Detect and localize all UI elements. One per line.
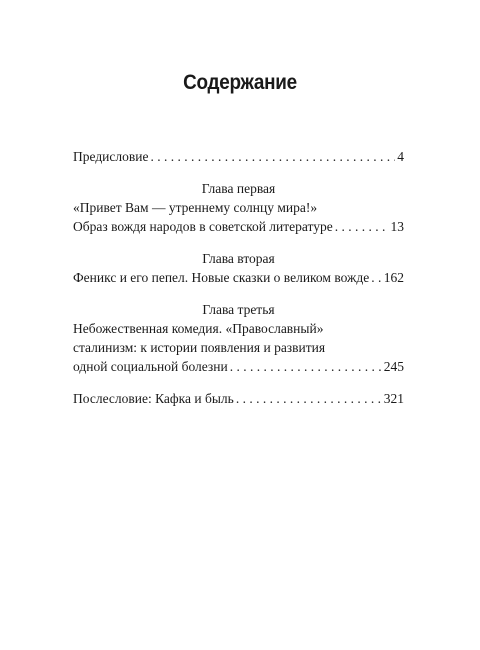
- toc-entry-title-line: сталинизм: к истории появления и развития: [73, 340, 326, 355]
- chapter-label: Глава третья: [202, 302, 275, 317]
- dot-leader: [335, 217, 389, 236]
- toc-entry-title: Феникс и его пепел. Новые сказки о великом вожде: [73, 270, 370, 285]
- toc-page-number: 321: [383, 391, 404, 406]
- chapter-label: Глава первая: [201, 181, 276, 196]
- page-title: Содержание: [183, 71, 297, 94]
- toc-entry-title: Послесловие: Кафка и быль: [73, 391, 234, 406]
- dot-leader: [371, 268, 382, 287]
- toc-page-number: 4: [397, 149, 404, 164]
- dot-leader: [236, 389, 382, 408]
- toc-page-number: 13: [390, 219, 404, 234]
- toc-entry-title: Предисловие: [73, 149, 149, 164]
- toc-page-number: 162: [383, 270, 404, 285]
- toc-entry-afterword[interactable]: [73, 389, 404, 408]
- toc-entry-chapter-3[interactable]: [73, 300, 404, 376]
- toc-page-number: 245: [383, 359, 404, 374]
- toc-entry-title: одной социальной болезни: [73, 359, 228, 374]
- toc-entry-line: [73, 147, 404, 166]
- toc-entry-chapter-1[interactable]: [73, 179, 404, 236]
- toc-entry-title-line: Небожественная комедия. «Православный»: [73, 321, 324, 336]
- toc-entry-chapter-2[interactable]: [73, 249, 404, 287]
- toc-entry-title-line: «Привет Вам — утреннему солнцу мира!»: [73, 200, 318, 215]
- toc-entry-line: [73, 357, 404, 376]
- dot-leader: [230, 357, 382, 376]
- toc-entry-line: [73, 217, 404, 236]
- toc-entry-title: Образ вождя народов в советской литературе: [73, 219, 333, 234]
- table-of-contents: [73, 147, 404, 421]
- toc-entry-line: [73, 389, 404, 408]
- toc-entry-preface[interactable]: [73, 147, 404, 166]
- toc-entry-line: [73, 268, 404, 287]
- chapter-label: Глава вторая: [202, 251, 275, 266]
- dot-leader: [150, 147, 395, 166]
